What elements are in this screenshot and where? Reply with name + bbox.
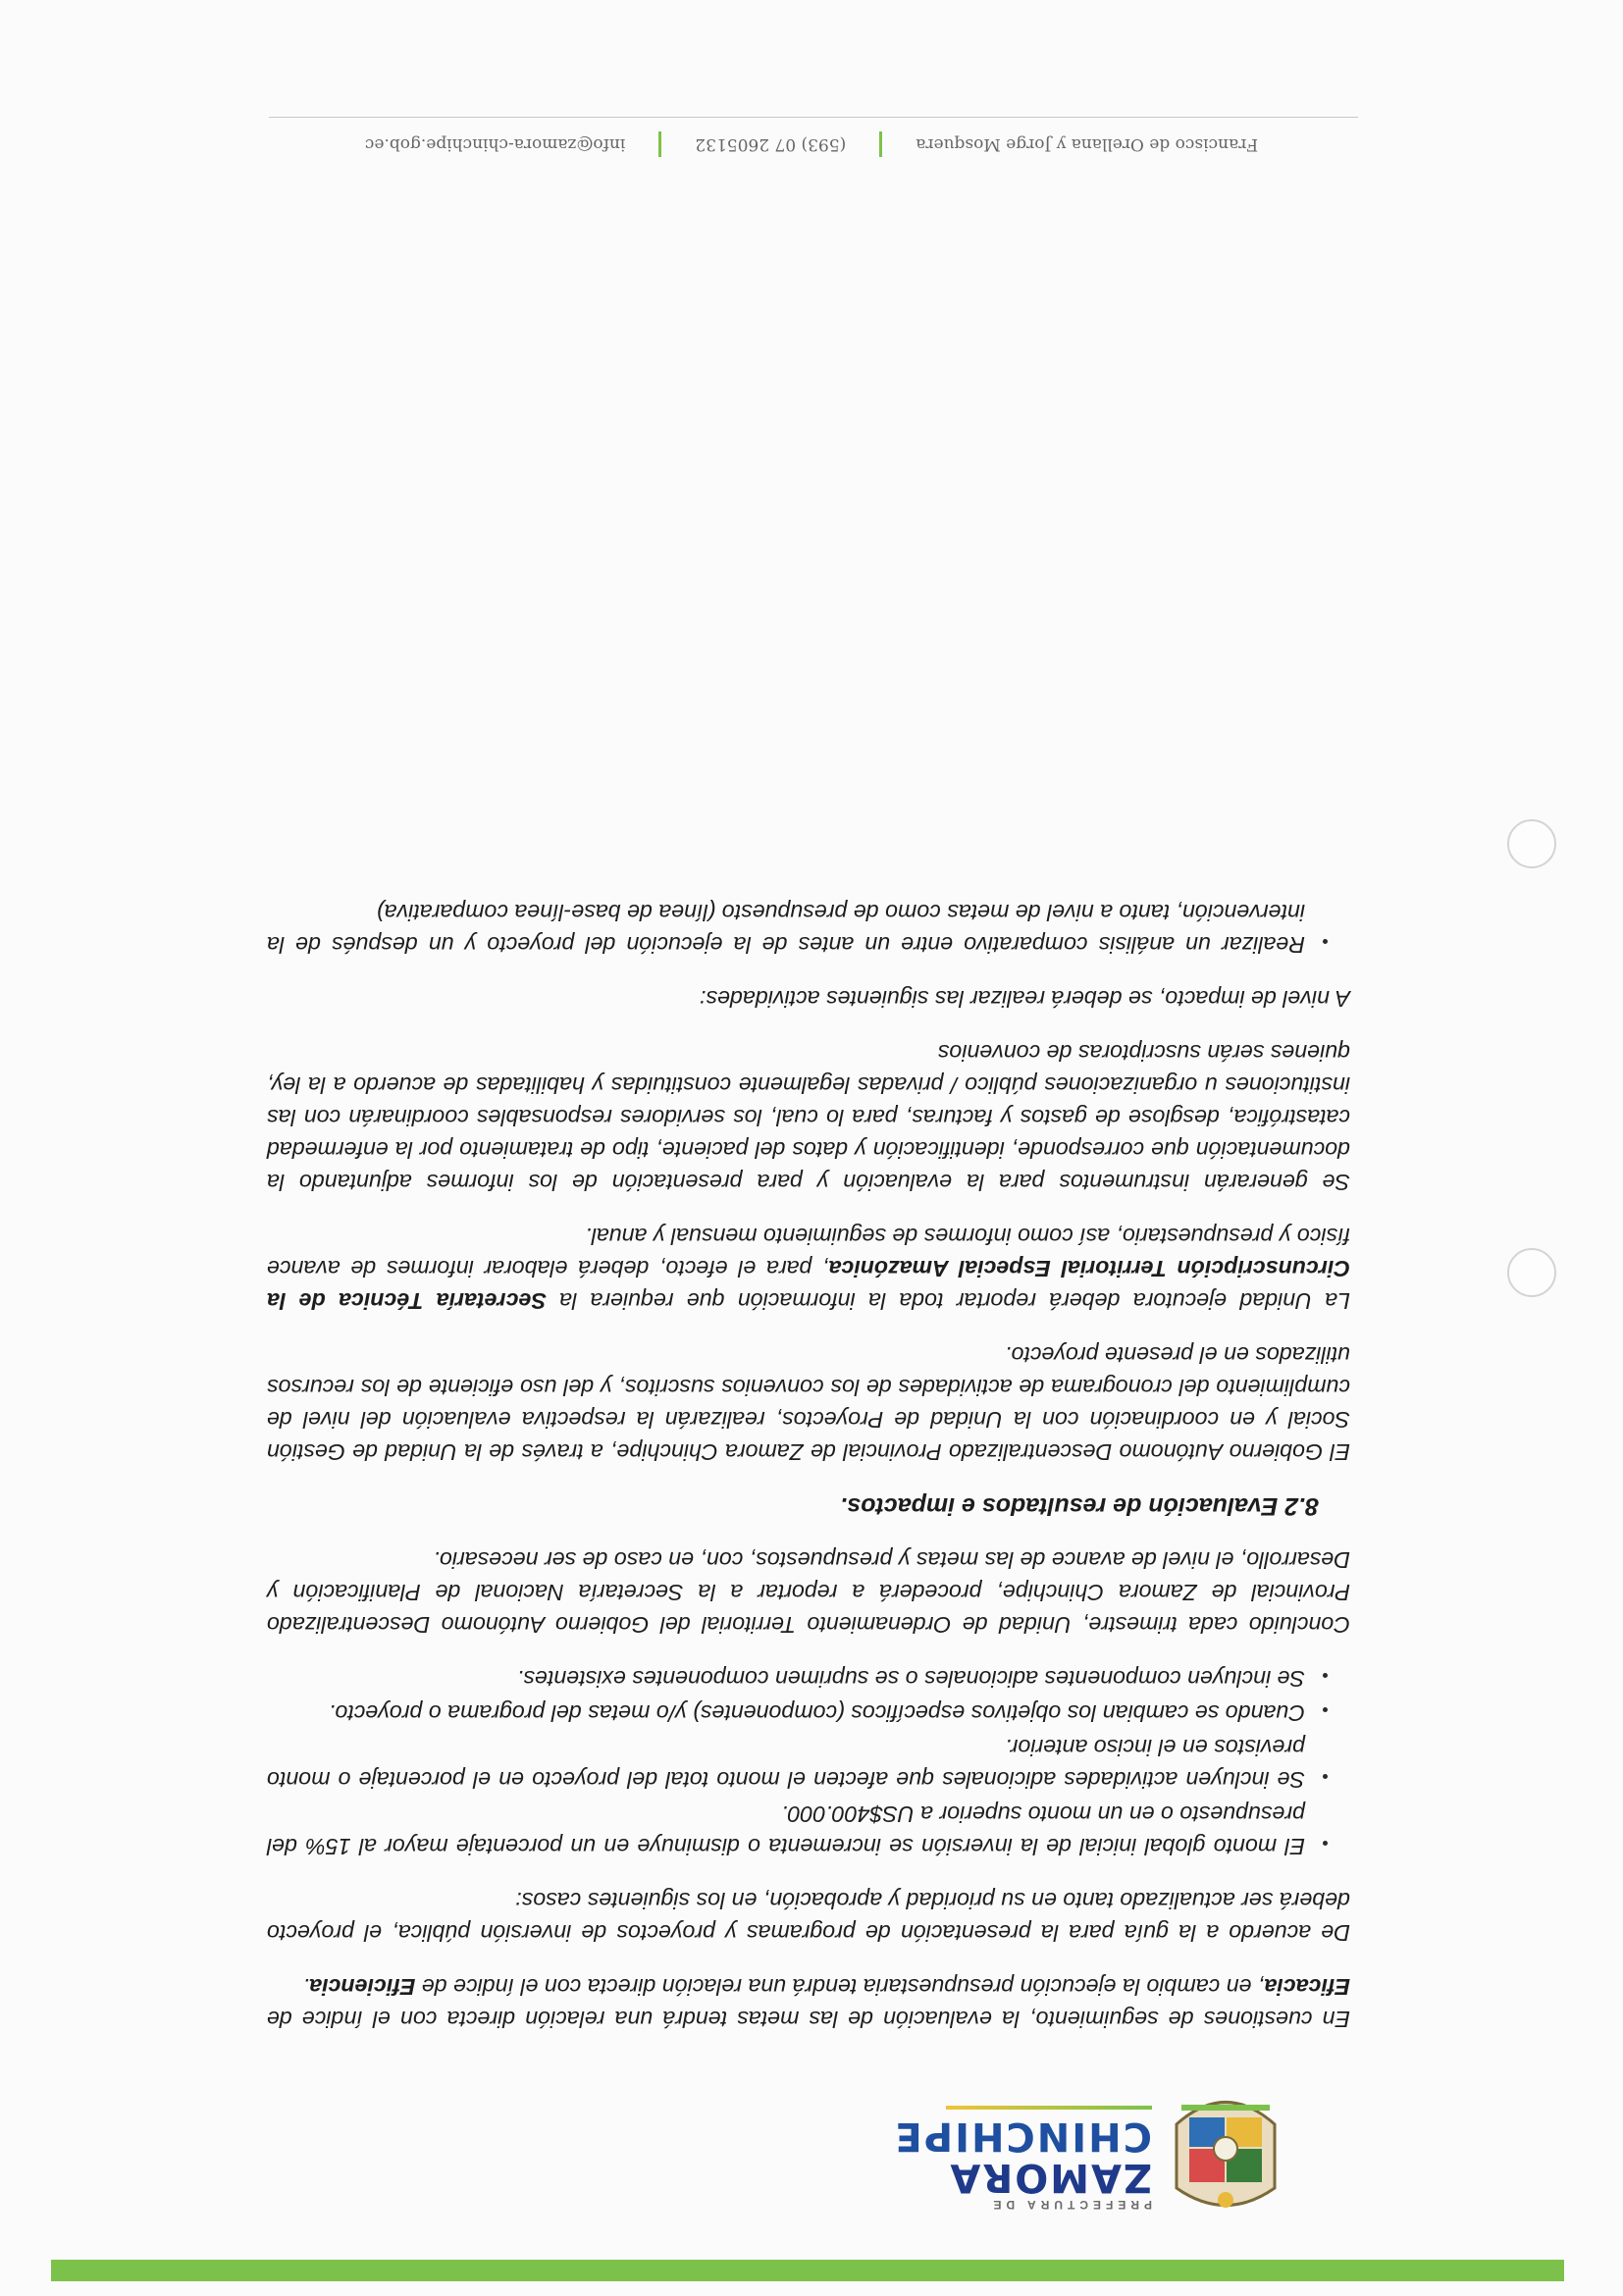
section-title: 8.2 Evaluación de resultados e impactos.	[840, 1492, 1319, 1520]
footer-rule	[269, 117, 1358, 118]
bullet-list-impacto	[267, 896, 1350, 961]
list-item: • Cuando se cambian los objetivos específicos (componentes) y/o metas del programa o proyecto.	[267, 1696, 1311, 1729]
list-item: • Se incluyen componentes adicionales o se suprimen componentes existentes.	[267, 1662, 1311, 1695]
prefectura-logo	[877, 2070, 1289, 2218]
binder-hole-bottom	[1507, 819, 1556, 868]
binder-hole-top	[1507, 1248, 1556, 1297]
list-item: • Se incluyen actividades adicionales que afecten el monto total del proyecto en el porcentaje o monto previstos en el inciso anterior.	[267, 1731, 1311, 1796]
footer-email: info@zamora-chinchipe.gob.ec	[364, 134, 626, 154]
paragraph-instrumentos: Se generarán instrumentos para la evaluación y para presentación de los informes adjuntando la documentación que corresponde, identificación y datos del paciente, tipo de tratamiento por la enfermedad catastrófica, desglose de gastos y facturas, para lo cual, los servidores responsables coordinarán con las instituciones u organizaciones público / privadas legalmente constituidas y habilitadas de acuerdo a la ley, quienes serán suscriptoras de convenios	[267, 1040, 1350, 1195]
paragraph-trimestre: Concluido cada trimestre, Unidad de Ordenamiento Territorial del Gobierno Autónomo Descentralizado Provincial de Zamora Chinchipe, procederá a reportar a la Secretaría Nacional de Planificación y Desarrollo, el nivel de avance de las metas y presupuestos, con, en caso de ser necesario.	[267, 1547, 1350, 1638]
bold-eficacia: Eficacia	[1264, 1974, 1350, 2000]
footer-separator	[658, 131, 661, 157]
top-green-bar	[51, 2260, 1564, 2281]
footer	[0, 118, 1623, 157]
logo-underline	[946, 2106, 1152, 2110]
logo-subtitle: PREFECTURA DE	[988, 2198, 1152, 2212]
paragraph-unidad-ejecutora: La Unidad ejecutora deberá reportar toda la información que requiera la Secretaría Técnica de la Circunscripción Territorial Especial Amazónica, para el efecto, deberá elaborar informes de avance físico y presupuestario, así como informes de seguimiento mensual y anual.	[267, 1224, 1350, 1314]
paragraph-gobierno: El Gobierno Autónomo Descentralizado Provincial de Zamora Chinchipe, a través de la Unidad de Gestión Social y en coordinación con la Unidad de Proyectos, realizarán la respectiva evaluación del nivel de cumplimiento del cronograma de actividades de los convenios suscritos, y del uso eficiente de los recursos utilizados en el presente proyecto.	[267, 1342, 1350, 1465]
logo-line-chinchipe: CHINCHIPE	[893, 2113, 1152, 2159]
footer-address: Francisco de Orellana y Jorge Mosquera	[916, 134, 1259, 154]
footer-phone: (593) 07 2605132	[695, 134, 847, 154]
crest-emblem-icon	[1162, 2080, 1289, 2218]
list-item: • Realizar un análisis comparativo entre un antes de la ejecución del proyecto y un después de la intervención, tanto a nivel de metas como de presupuesto (línea de base-línea comparativa)	[267, 896, 1311, 961]
bold-secretaria: Secretaría Técnica de la Circunscripción Territorial Especial Amazónica	[267, 1256, 1350, 1314]
bold-eficiencia: Eficiencia	[309, 1974, 416, 2000]
logo-line-zamora: ZAMORA	[948, 2155, 1152, 2200]
paragraph-guia: De acuerdo a la guía para la presentación de programas y proyectos de inversión pública, el proyecto deberá ser actualizado tanto en su prioridad y aprobación, en los siguientes casos:	[267, 1888, 1350, 1946]
bullet-list-casos	[267, 1662, 1350, 1862]
list-item: • El monto global inicial de la inversión se incrementa o disminuye en un porcentaje mayor al 15% del presupuesto o en un monto superior a US$400.000.	[267, 1798, 1311, 1862]
document-body	[267, 874, 1350, 2035]
paragraph-seguimiento: En cuestiones de seguimiento, la evaluación de las metas tendrá una relación directa con el índice de Eficacia, en cambio la ejecución presupuestaria tendrá una relación directa con el índice de Eficiencia.	[267, 1974, 1350, 2032]
footer-separator	[879, 131, 882, 157]
paragraph-impacto: A nivel de impacto, se deberá realizar las siguientes actividades:	[700, 986, 1350, 1012]
